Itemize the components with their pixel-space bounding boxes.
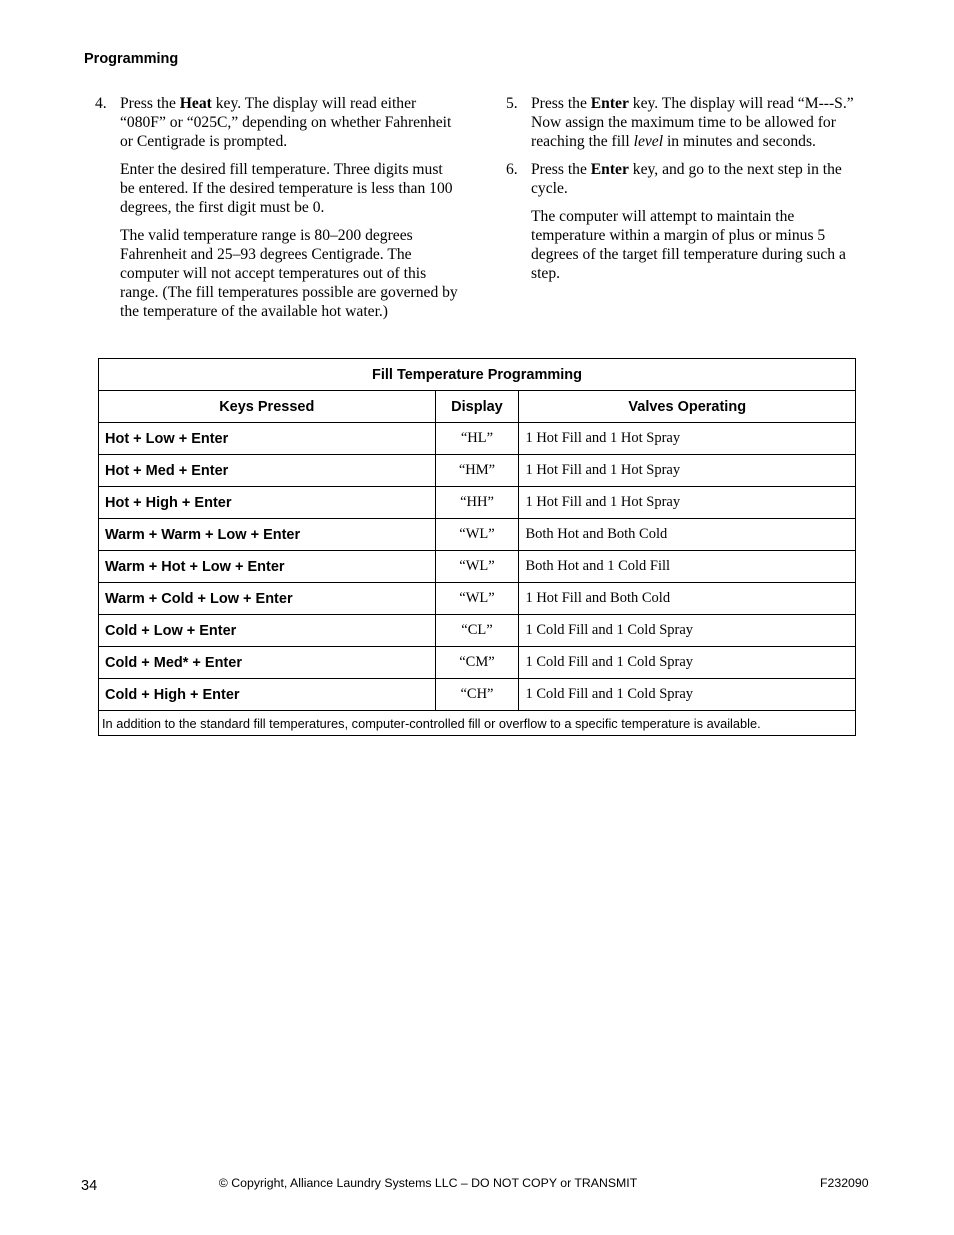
keys-pressed-cell: Cold + Low + Enter [99, 615, 436, 647]
step-4 [95, 94, 460, 160]
keys-pressed-cell: Warm + Warm + Low + Enter [99, 519, 436, 551]
table-caption-row [99, 359, 856, 391]
step-5 [506, 94, 871, 160]
display-cell: “WL” [435, 583, 519, 615]
page-number: 34 [81, 1178, 98, 1194]
table-row [99, 519, 856, 551]
display-cell: “HH” [435, 487, 519, 519]
keys-pressed-cell: Hot + High + Enter [99, 487, 436, 519]
section-header: Programming [84, 51, 179, 67]
step-6 [506, 160, 871, 207]
valves-cell: Both Hot and Both Cold [519, 519, 856, 551]
table-note: In addition to the standard fill temperatures, computer-controlled fill or overflow to a specific temperature is available. [99, 711, 856, 736]
table-note-row [99, 711, 856, 736]
step-5-mid: key. The display will read “M---S.” Now assign the maximum time to be allowed for reaching the fill [531, 95, 854, 150]
valves-cell: 1 Hot Fill and 1 Hot Spray [519, 423, 856, 455]
valves-cell: 1 Hot Fill and 1 Hot Spray [519, 455, 856, 487]
valves-cell: Both Hot and 1 Cold Fill [519, 551, 856, 583]
keys-pressed-cell: Hot + Med + Enter [99, 455, 436, 487]
keys-pressed-cell: Warm + Hot + Low + Enter [99, 551, 436, 583]
valves-cell: 1 Cold Fill and 1 Cold Spray [519, 615, 856, 647]
display-cell: “CH” [435, 679, 519, 711]
temperature-margin-paragraph: The computer will attempt to maintain the temperature within a margin of plus or minus 5 degrees of the target fill temperature during such a step. [531, 208, 846, 282]
display-cell: “WL” [435, 551, 519, 583]
step-5-intro: Press the [531, 95, 591, 112]
step-6-intro: Press the [531, 161, 591, 178]
enter-key-label: Enter [590, 95, 629, 112]
display-cell: “WL” [435, 519, 519, 551]
header-valves-operating: Valves Operating [519, 391, 856, 423]
form-number: F232090 [820, 1176, 869, 1190]
table-row [99, 423, 856, 455]
display-cell: “HM” [435, 455, 519, 487]
table-row [99, 551, 856, 583]
fill-temperature-table [98, 358, 856, 736]
display-cell: “CL” [435, 615, 519, 647]
display-cell: “HL” [435, 423, 519, 455]
table-row [99, 487, 856, 519]
enter-key-label: Enter [590, 161, 629, 178]
step-number: 5. [506, 95, 518, 112]
step-6-rest: key, and go to the next step in the cycle. [531, 161, 842, 197]
valves-cell: 1 Hot Fill and Both Cold [519, 583, 856, 615]
heat-key-label: Heat [179, 95, 212, 112]
table-row [99, 455, 856, 487]
header-display: Display [435, 391, 519, 423]
copyright-notice: © Copyright, Alliance Laundry Systems LLC – DO NOT COPY or TRANSMIT [218, 1176, 638, 1190]
left-column [95, 94, 460, 330]
table-header-row [99, 391, 856, 423]
step-number: 6. [506, 161, 518, 178]
step-4-rest: key. The display will read either “080F” or “025C,” depending on whether Fahrenheit or Centigrade is prompted. [120, 95, 452, 150]
valid-range-paragraph: The valid temperature range is 80–200 degrees Fahrenheit and 25–93 degrees Centigrade. The computer will not accept temperatures out of this range. (The fill temperatures possible are governed by the temperature of the available hot water.) [120, 227, 458, 320]
table-caption: Fill Temperature Programming [99, 359, 856, 391]
table-row [99, 615, 856, 647]
step-5-end: in minutes and seconds. [663, 133, 816, 150]
header-keys-pressed: Keys Pressed [99, 391, 436, 423]
level-emphasis: level [633, 133, 664, 150]
table-row [99, 647, 856, 679]
keys-pressed-cell: Cold + High + Enter [99, 679, 436, 711]
valves-cell: 1 Cold Fill and 1 Cold Spray [519, 679, 856, 711]
table-row [99, 583, 856, 615]
valves-cell: 1 Hot Fill and 1 Hot Spray [519, 487, 856, 519]
step-5-text [531, 94, 871, 151]
right-column [506, 94, 871, 292]
keys-pressed-cell: Warm + Cold + Low + Enter [99, 583, 436, 615]
display-cell: “CM” [435, 647, 519, 679]
step-number: 4. [95, 95, 107, 112]
step-4-text [120, 94, 460, 151]
fill-temp-entry-paragraph: Enter the desired fill temperature. Three digits must be entered. If the desired temperature is less than 100 degrees, the first digit must be 0. [120, 161, 453, 216]
step-6-text [531, 160, 871, 198]
keys-pressed-cell: Cold + Med* + Enter [99, 647, 436, 679]
valves-cell: 1 Cold Fill and 1 Cold Spray [519, 647, 856, 679]
table-row [99, 679, 856, 711]
step-4-intro: Press the [120, 95, 180, 112]
keys-pressed-cell: Hot + Low + Enter [99, 423, 436, 455]
